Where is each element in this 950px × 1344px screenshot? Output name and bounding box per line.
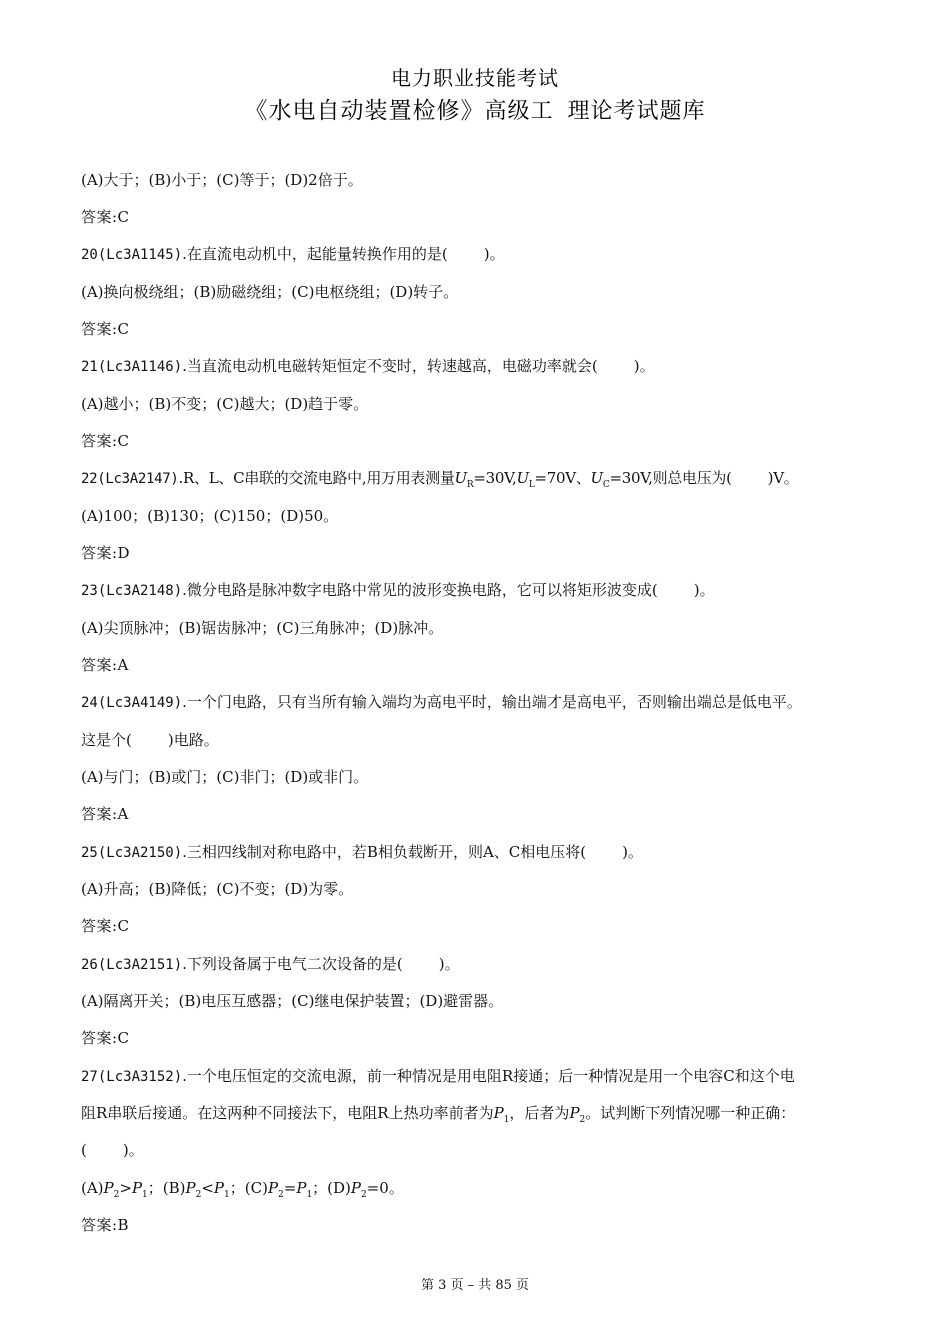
- question-22-stem: 22(Lc3A2147).R、L、C串联的交流电路中,用万用表测量$U_R=30V,U_L=70V$、$U_C=30V$,则总电压为( )V。: [81, 469, 799, 490]
- question-21-answer: 答案:C: [81, 432, 130, 450]
- question-25-stem: 25(Lc3A2150).三相四线制对称电路中，若B相负载断开，则A、C相电压将( )。: [81, 843, 643, 861]
- question-22-options: (A)100；(B)130；(C)150；(D)50。: [81, 507, 339, 525]
- question-24-stem: 24(Lc3A4149).一个门电路，只有当所有输入端均为高电平时，输出端才是高电平，否则输出端总是低电平。: [81, 693, 802, 711]
- question-27-stem-line3: ( )。: [81, 1141, 144, 1159]
- prev-question-options: (A)大于；(B)小于；(C)等于；(D)2倍于。: [81, 171, 363, 189]
- subtitle-level: 高级工: [484, 99, 554, 124]
- question-25-answer: 答案:C: [81, 917, 130, 935]
- question-22-answer: 答案:D: [81, 544, 131, 562]
- question-number: 23(Lc3A2148): [81, 583, 183, 599]
- question-27-answer: 答案:B: [81, 1216, 130, 1234]
- question-27-stem-line2: 阻R串联后接通。在这两种不同接法下，电阻R上热功率前者为$P_1$，后者为$P_2$。试判断下列情况哪一种正确：: [81, 1104, 796, 1125]
- question-number: 27(Lc3A3152): [81, 1069, 183, 1085]
- prev-question-answer: 答案:C: [81, 208, 130, 226]
- question-23-options: (A)尖顶脉冲；(B)锯齿脉冲；(C)三角脉冲；(D)脉冲。: [81, 619, 444, 637]
- question-number: 21(Lc3A1146): [81, 359, 183, 375]
- question-24-stem-line2: 这是个( )电路。: [81, 731, 219, 749]
- page-footer: 第 3 页 – 共 85 页: [420, 1278, 530, 1293]
- question-number: 26(Lc3A2151): [81, 957, 183, 973]
- question-25-options: (A)升高；(B)降低；(C)不变；(D)为零。: [81, 880, 354, 898]
- question-24-options: (A)与门；(B)或门；(C)非门；(D)或非门。: [81, 768, 369, 786]
- question-27-options: $(A)P_2>P_1$；$(B)P_2<P_1$；$(C)P_2=P_1$；$(D)P_2=0$。: [81, 1179, 404, 1200]
- question-21-stem: 21(Lc3A1146).当直流电动机电磁转矩恒定不变时，转速越高，电磁功率就会( )。: [81, 357, 655, 375]
- question-27-stem: 27(Lc3A3152).一个电压恒定的交流电源，前一种情况是用电阻R接通；后一种情况是用一个电容C和这个电: [81, 1067, 795, 1085]
- question-number: 20(Lc3A1145): [81, 247, 183, 263]
- question-23-answer: 答案:A: [81, 656, 129, 674]
- question-23-stem: 23(Lc3A2148).微分电路是脉冲数字电路中常见的波形变换电路，它可以将矩形波变成( )。: [81, 581, 715, 599]
- question-24-answer: 答案:A: [81, 805, 129, 823]
- question-21-options: (A)越小；(B)不变；(C)越大；(D)趋于零。: [81, 395, 369, 413]
- subtitle-course: 《水电自动装置检修》: [244, 98, 485, 124]
- question-number: 24(Lc3A4149): [81, 695, 183, 711]
- subtitle-rest: 理论考试题库: [567, 99, 706, 124]
- question-26-options: (A)隔离开关；(B)电压互感器；(C)继电保护装置；(D)避雷器。: [81, 992, 504, 1010]
- question-26-stem: 26(Lc3A2151).下列设备属于电气二次设备的是( )。: [81, 955, 460, 973]
- question-20-stem: 20(Lc3A1145).在直流电动机中，起能量转换作用的是( )。: [81, 245, 505, 263]
- question-20-options: (A)换向极绕组；(B)励磁绕组；(C)电枢绕组；(D)转子。: [81, 283, 459, 301]
- question-20-answer: 答案:C: [81, 320, 130, 338]
- document-subtitle: [0, 92, 950, 125]
- question-26-answer: 答案:C: [81, 1029, 130, 1047]
- question-number: 22(Lc3A2147): [81, 471, 179, 487]
- document-title: 电力职业技能考试: [391, 66, 559, 90]
- question-number: 25(Lc3A2150): [81, 845, 183, 861]
